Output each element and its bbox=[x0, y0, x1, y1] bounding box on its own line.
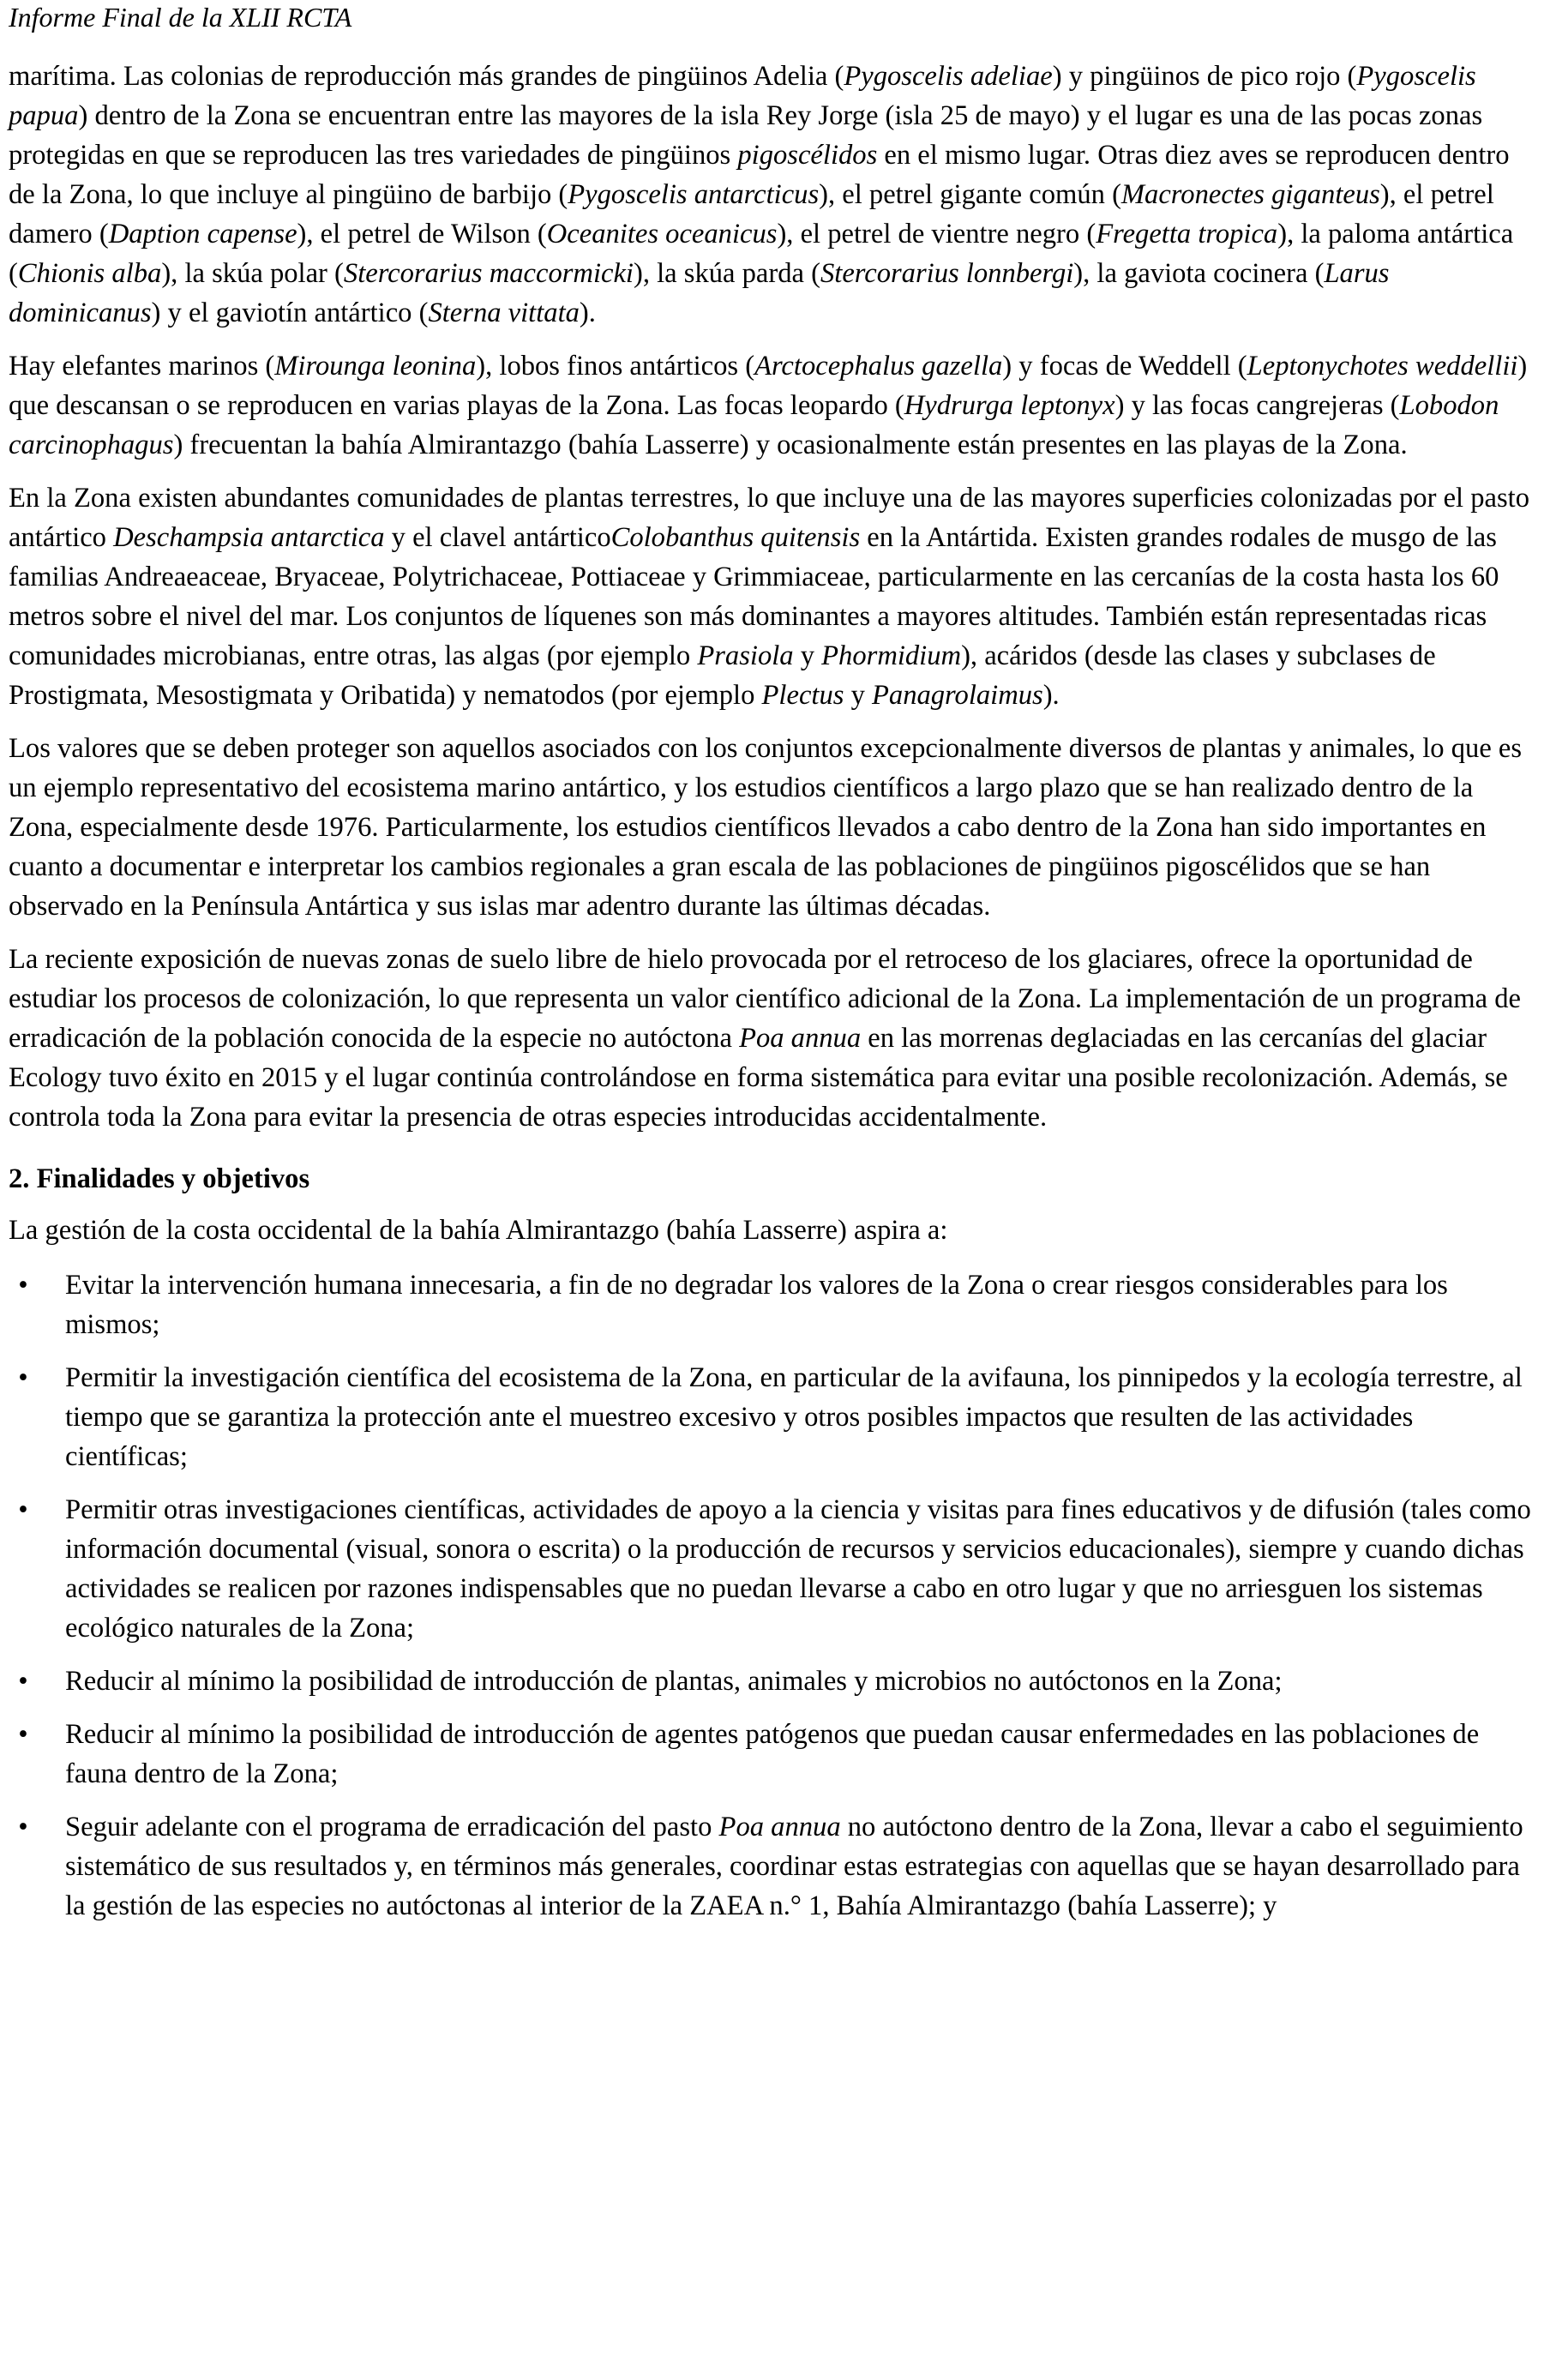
italic-term: Hydrurga leptonyx bbox=[904, 390, 1115, 421]
text-run: y bbox=[844, 680, 872, 711]
text-run: no autóctono dentro de la Zona, llevar a cabo el seguimiento sistemático de sus resultados y, en términos más generales, coordinar estas estrategias con aquellas que se hayan desarrollado para la gestión de las especies no autóctonas al interior de la ZAEA n.° 1, Bahía Almirantazgo (bahía Lasserre); y bbox=[65, 1812, 1523, 1921]
text-run: ), acáridos (desde las clases y subclases de Prostigmata, Mesostigmata y Oribatida) y nematodos (por ejemplo bbox=[9, 640, 1436, 711]
italic-term: Macronectes giganteus bbox=[1120, 179, 1380, 210]
italic-term: Pygoscelis antarcticus bbox=[568, 179, 820, 210]
italic-term: Stercorarius lonnbergi bbox=[820, 258, 1074, 289]
italic-term: Fregetta tropica bbox=[1096, 219, 1278, 249]
italic-term: Poa annua bbox=[739, 1023, 862, 1054]
text-run: Hay elefantes marinos ( bbox=[9, 351, 275, 382]
italic-term: Phormidium bbox=[821, 640, 962, 671]
italic-term: Larus dominicanus bbox=[9, 258, 1390, 328]
text-run: La reciente exposición de nuevas zonas de suelo libre de hielo provocada por el retroceso de los glaciares, ofrece la oportunidad de estudiar los procesos de colonización, lo que representa un valor científico adicional de la Zona. La implementación de un programa de erradicación de la población conocida de la especie no autóctona bbox=[9, 944, 1521, 1054]
bullet-icon: • bbox=[18, 1719, 28, 1750]
text-run: ), la skúa parda ( bbox=[633, 258, 820, 289]
text-run: ), el petrel damero ( bbox=[9, 179, 1494, 249]
italic-term: Lobodon carcinophagus bbox=[9, 390, 1499, 460]
body-paragraph bbox=[9, 57, 1535, 333]
italic-term: Daption capense bbox=[108, 219, 297, 249]
text-run: ). bbox=[579, 298, 596, 328]
text-run: ). bbox=[1042, 680, 1060, 711]
text-run: marítima. Las colonias de reproducción más grandes de pingüinos Adelia ( bbox=[9, 61, 844, 92]
section-intro: La gestión de la costa occidental de la bahía Almirantazgo (bahía Lasserre) aspira a: bbox=[9, 1215, 948, 1246]
objective-item bbox=[9, 1265, 1535, 1344]
objective-text bbox=[65, 1270, 1448, 1340]
italic-term: Oceanites oceanicus bbox=[546, 219, 778, 249]
text-run: ), la paloma antártica ( bbox=[9, 219, 1514, 289]
italic-term: Mirounga leonina bbox=[274, 351, 477, 382]
text-run: ), la skúa polar ( bbox=[161, 258, 344, 289]
text-run: en la Antártida. Existen grandes rodales de musgo de las familias Andreaeaceae, Bryaceae, Polytrichaceae, Pottiaceae y Grimmiaceae, particularmente en las cercanías de la costa hasta los 60 metros sobre el nivel del mar. Los conjuntos de líquenes son más dominantes a mayores altitudes. También están representadas ricas comunidades microbianas, entre otras, las algas (por ejemplo bbox=[9, 522, 1499, 671]
italic-term: Arctocephalus gazella bbox=[754, 351, 1003, 382]
section-heading: 2. Finalidades y objetivos bbox=[9, 1163, 310, 1194]
objectives-list bbox=[9, 1265, 1535, 1926]
running-header: Informe Final de la XLII RCTA bbox=[9, 2, 352, 33]
text-run: ), la gaviota cocinera ( bbox=[1073, 258, 1325, 289]
text-run: Reducir al mínimo la posibilidad de introducción de plantas, animales y microbios no autóctonos en la Zona; bbox=[65, 1666, 1283, 1697]
bullet-icon: • bbox=[18, 1270, 28, 1301]
italic-term: Prasiola bbox=[697, 640, 794, 671]
text-run: ), lobos finos antárticos ( bbox=[476, 351, 755, 382]
bullet-icon: • bbox=[18, 1812, 28, 1842]
text-run: y bbox=[793, 640, 822, 671]
text-run: y el clavel antártico bbox=[384, 522, 611, 553]
objective-item bbox=[9, 1358, 1535, 1476]
body-paragraph bbox=[9, 940, 1535, 1137]
italic-term: Colobanthus quitensis bbox=[610, 522, 861, 553]
text-run: ) y las focas cangrejeras ( bbox=[1114, 390, 1400, 421]
text-run: ), el petrel de Wilson ( bbox=[297, 219, 547, 249]
text-run: ), el petrel de vientre negro ( bbox=[777, 219, 1096, 249]
objective-text bbox=[65, 1812, 1523, 1921]
italic-term: Panagrolaimus bbox=[872, 680, 1043, 711]
bullet-icon: • bbox=[18, 1362, 28, 1393]
objective-item bbox=[9, 1715, 1535, 1794]
text-run: Los valores que se deben proteger son aquellos asociados con los conjuntos excepcionalmente diversos de plantas y animales, lo que es un ejemplo representativo del ecosistema marino antártico, y los estudios científicos a largo plazo que se han realizado dentro de la Zona, especialmente desde 1976. Particularmente, los estudios científicos llevados a cabo dentro de la Zona han sido importantes en cuanto a documentar e interpretar los cambios regionales a gran escala de las poblaciones de pingüinos pigoscélidos que se han observado en la Península Antártica y sus islas mar adentro durante las últimas décadas. bbox=[9, 733, 1523, 922]
paragraphs-container bbox=[9, 57, 1535, 1137]
text-run: en el mismo lugar. Otras diez aves se reproducen dentro de la Zona, lo que incluye al pingüino de barbijo ( bbox=[9, 140, 1510, 210]
body-paragraph bbox=[9, 346, 1535, 465]
text-run: Permitir otras investigaciones científicas, actividades de apoyo a la ciencia y visitas para fines educativos y de difusión (tales como información documental (visual, sonora o escrita) o la producción de recursos y servicios educacionales), siempre y cuando dichas actividades se realicen por razones indispensables que no puedan llevarse a cabo en otro lugar y que no arriesguen los sistemas ecológico naturales de la Zona; bbox=[65, 1494, 1531, 1644]
text-run: ), el petrel gigante común ( bbox=[819, 179, 1121, 210]
objective-item bbox=[9, 1662, 1535, 1701]
italic-term: Leptonychotes weddellii bbox=[1247, 351, 1518, 382]
text-run: Permitir la investigación científica del ecosistema de la Zona, en particular de la avifauna, los pinnipedos y la ecología terrestre, al tiempo que se garantiza la protección ante el muestreo excesivo y otros posibles impactos que resulten de las actividades científicas; bbox=[65, 1362, 1523, 1472]
text-run: ) frecuentan la bahía Almirantazgo (bahía Lasserre) y ocasionalmente están presentes en las playas de la Zona. bbox=[173, 430, 1408, 460]
bullet-icon: • bbox=[18, 1666, 28, 1697]
text-run: Evitar la intervención humana innecesaria, a fin de no degradar los valores de la Zona o crear riesgos considerables para los mismos; bbox=[65, 1270, 1448, 1340]
body-paragraph bbox=[9, 478, 1535, 715]
text-run: ) y focas de Weddell ( bbox=[1002, 351, 1247, 382]
objective-text bbox=[65, 1494, 1531, 1644]
text-run: En la Zona existen abundantes comunidades de plantas terrestres, lo que incluye una de las mayores superficies colonizadas por el pasto antártico bbox=[9, 483, 1530, 553]
objective-text bbox=[65, 1666, 1283, 1697]
italic-term: Sterna vittata bbox=[428, 298, 580, 328]
italic-term: Chionis alba bbox=[17, 258, 162, 289]
text-run: Reducir al mínimo la posibilidad de introducción de agentes patógenos que puedan causar enfermedades en las poblaciones de fauna dentro de la Zona; bbox=[65, 1719, 1480, 1789]
text-run: en las morrenas deglaciadas en las cercanías del glaciar Ecology tuvo éxito en 2015 y el lugar continúa controlándose en forma sistemática para evitar una posible recolonización. Además, se controla toda la Zona para evitar la presencia de otras especies introducidas accidentalmente. bbox=[9, 1023, 1508, 1133]
body-text bbox=[9, 57, 1535, 1926]
italic-term: Pygoscelis adeliae bbox=[844, 61, 1053, 92]
text-run: ) que descansan o se reproducen en varias playas de la Zona. Las focas leopardo ( bbox=[9, 351, 1528, 421]
text-run: Seguir adelante con el programa de erradicación del pasto bbox=[65, 1812, 719, 1842]
italic-term: Deschampsia antarctica bbox=[113, 522, 385, 553]
text-run: ) dentro de la Zona se encuentran entre las mayores de la isla Rey Jorge (isla 25 de mayo) y el lugar es una de las pocas zonas protegidas en que se reproducen las tres variedades de pingüinos bbox=[9, 100, 1483, 171]
body-paragraph bbox=[9, 729, 1535, 926]
bullet-icon: • bbox=[18, 1494, 28, 1525]
text-run: ) y pingüinos de pico rojo ( bbox=[1052, 61, 1357, 92]
objective-text bbox=[65, 1719, 1479, 1789]
italic-term: Poa annua bbox=[718, 1812, 841, 1842]
objective-item bbox=[9, 1807, 1535, 1926]
italic-term: pigoscélidos bbox=[737, 140, 878, 171]
objective-item bbox=[9, 1490, 1535, 1648]
italic-term: Stercorarius maccormicki bbox=[343, 258, 634, 289]
italic-term: Plectus bbox=[761, 680, 844, 711]
objective-text bbox=[65, 1362, 1523, 1472]
italic-term: Pygoscelis papua bbox=[9, 61, 1476, 131]
text-run: ) y el gaviotín antártico ( bbox=[151, 298, 429, 328]
